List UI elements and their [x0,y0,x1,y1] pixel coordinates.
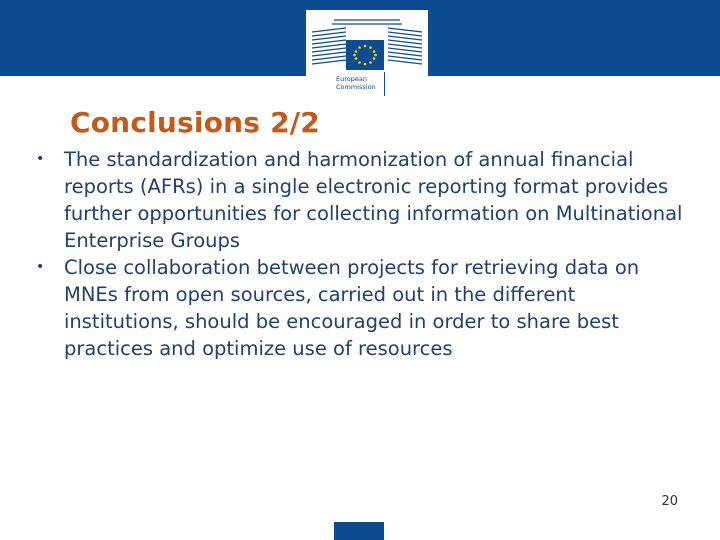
page-number: 20 [661,494,678,509]
bullet-item [34,146,684,254]
bullet-item [34,254,684,362]
bullet-icon: • [36,151,45,167]
bullet-icon: • [36,259,45,275]
slide-title: Conclusions 2/2 [70,106,320,139]
bullet-list [34,146,684,362]
bullet-text: Close collaboration between projects for retrieving data on MNEs from open sources, carried out in the different institutions, should be encouraged in order to share best practices and optimize use of resources [64,256,640,360]
logo-line-2: Commission [336,82,376,91]
bullet-text: The standardization and harmonization of annual financial reports (AFRs) in a single electronic reporting format provides further opportunities for collecting information on Multinational Enterprise Groups [64,148,683,252]
logo-line-1: European [336,75,367,83]
logo-text [336,76,376,91]
footer-tab [334,522,384,540]
european-commission-logo [306,10,428,100]
